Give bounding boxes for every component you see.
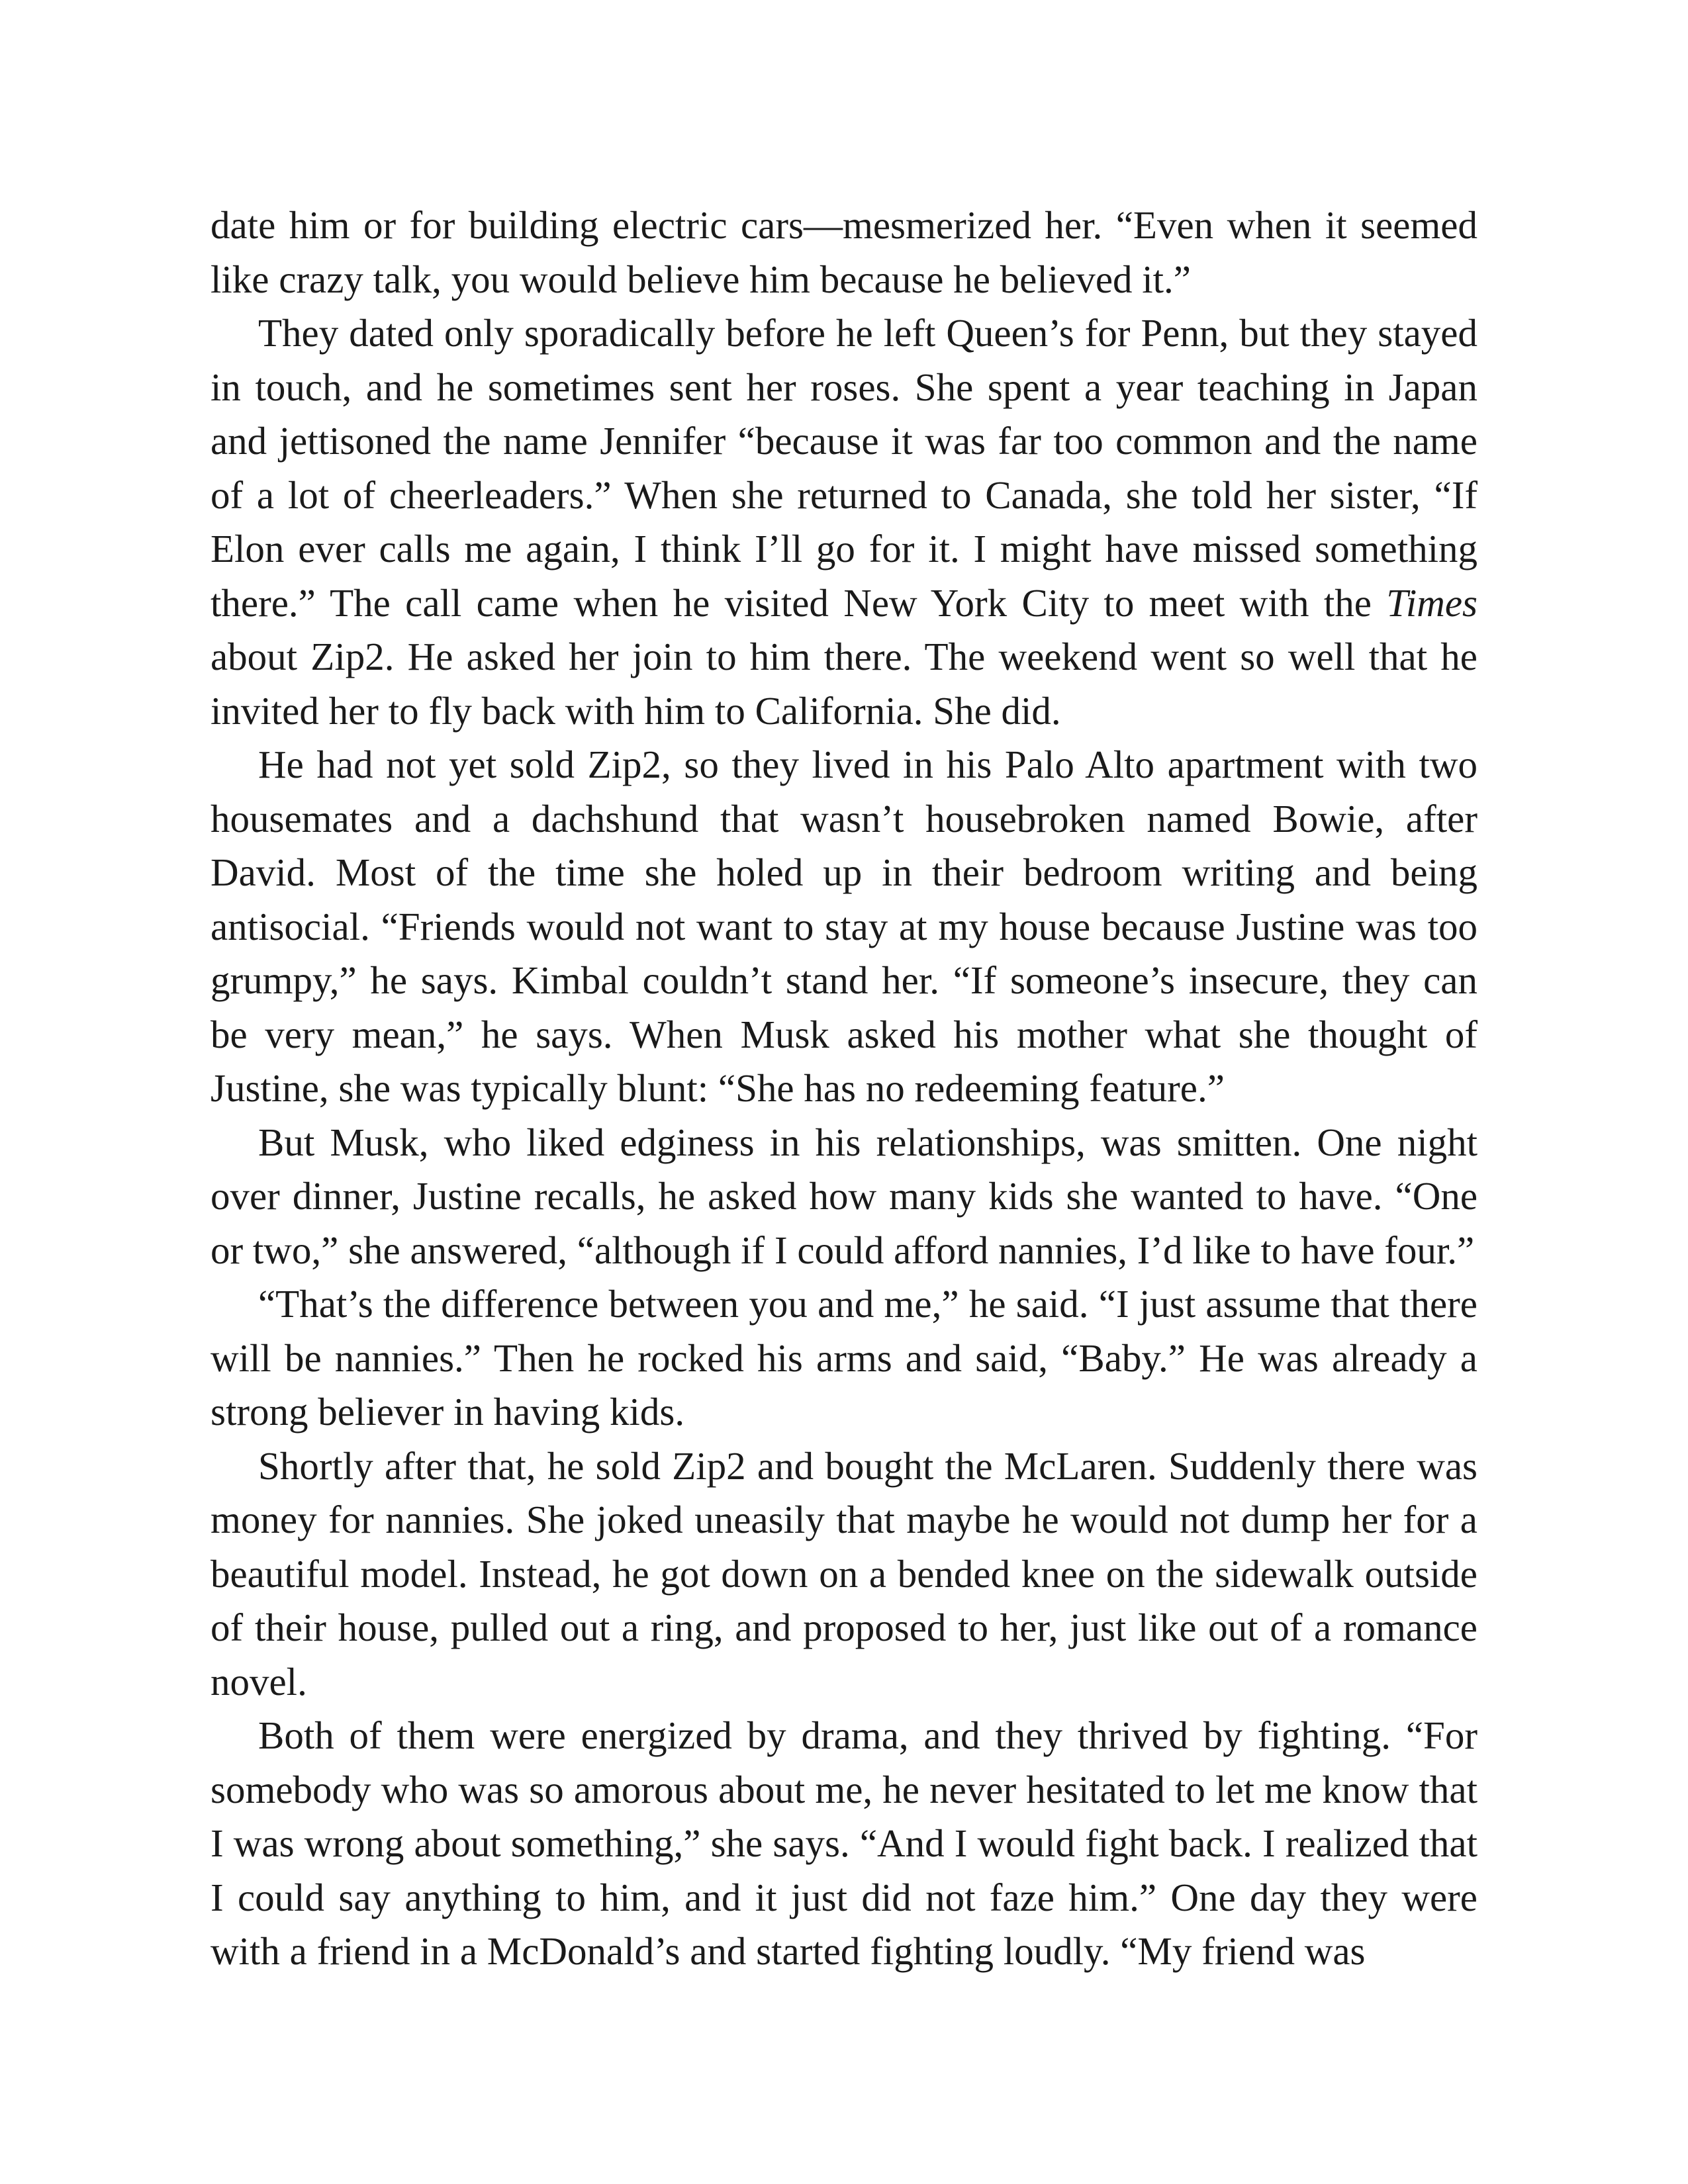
paragraph-3 — [211, 738, 1477, 1116]
paragraph-4 — [211, 1116, 1477, 1278]
paragraph-2-text-b: about Zip2. He asked her join to him there. The weekend went so well that he invited her to fly back with him to California. She did. — [211, 635, 1477, 733]
paragraph-1-text: date him or for building electric cars—mesmerized her. “Even when it seemed like crazy talk, you would believe him because he believed it.” — [211, 203, 1477, 301]
paragraph-2-text-a: They dated only sporadically before he left Queen’s for Penn, but they stayed in touch, and he sometimes sent her roses. She spent a year teaching in Japan and jettisoned the name Jennifer “because it was far too common and the name of a lot of cheerleaders.” When she returned to Canada, she told her sister, “If Elon ever calls me again, I think I’ll go for it. I might have missed something there.” The call came when he visited New York City to meet with the — [211, 311, 1477, 625]
paragraph-2 — [211, 306, 1477, 738]
italic-publication-title: Times — [1386, 580, 1477, 625]
paragraph-4-text: But Musk, who liked edginess in his relationships, was smitten. One night over dinner, Justine recalls, he asked how many kids she wanted to have. “One or two,” she answered, “although if I could afford nannies, I’d like to have four.” — [211, 1120, 1477, 1272]
book-page-body — [211, 199, 1477, 1979]
paragraph-5-text: “That’s the difference between you and me,” he said. “I just assume that there will be nannies.” Then he rocked his arms and said, “Baby.” He was already a strong believer in having kids. — [211, 1282, 1477, 1433]
paragraph-6 — [211, 1439, 1477, 1709]
paragraph-3-text: He had not yet sold Zip2, so they lived in his Palo Alto apartment with two housemates and a dachshund that wasn’t housebroken named Bowie, after David. Most of the time she holed up in their bedroom writing and being antisocial. “Friends would not want to stay at my house because Justine was too grumpy,” he says. Kimbal couldn’t stand her. “If someone’s insecure, they can be very mean,” he says. When Musk asked his mother what she thought of Justine, she was typically blunt: “She has no redeeming feature.” — [211, 743, 1477, 1110]
paragraph-5 — [211, 1277, 1477, 1439]
paragraph-7 — [211, 1709, 1477, 1979]
paragraph-6-text: Shortly after that, he sold Zip2 and bought the McLaren. Suddenly there was money for nannies. She joked uneasily that maybe he would not dump her for a beautiful model. Instead, he got down on a bended knee on the sidewalk outside of their house, pulled out a ring, and proposed to her, just like out of a romance novel. — [211, 1443, 1477, 1704]
paragraph-1 — [211, 199, 1477, 306]
paragraph-7-text: Both of them were energized by drama, and they thrived by fighting. “For somebody who was so amorous about me, he never hesitated to let me know that I was wrong about something,” she says. “And I would fight back. I realized that I could say anything to him, and it just did not faze him.” One day they were with a friend in a McDonald’s and started fighting loudly. “My friend was — [211, 1713, 1477, 1973]
